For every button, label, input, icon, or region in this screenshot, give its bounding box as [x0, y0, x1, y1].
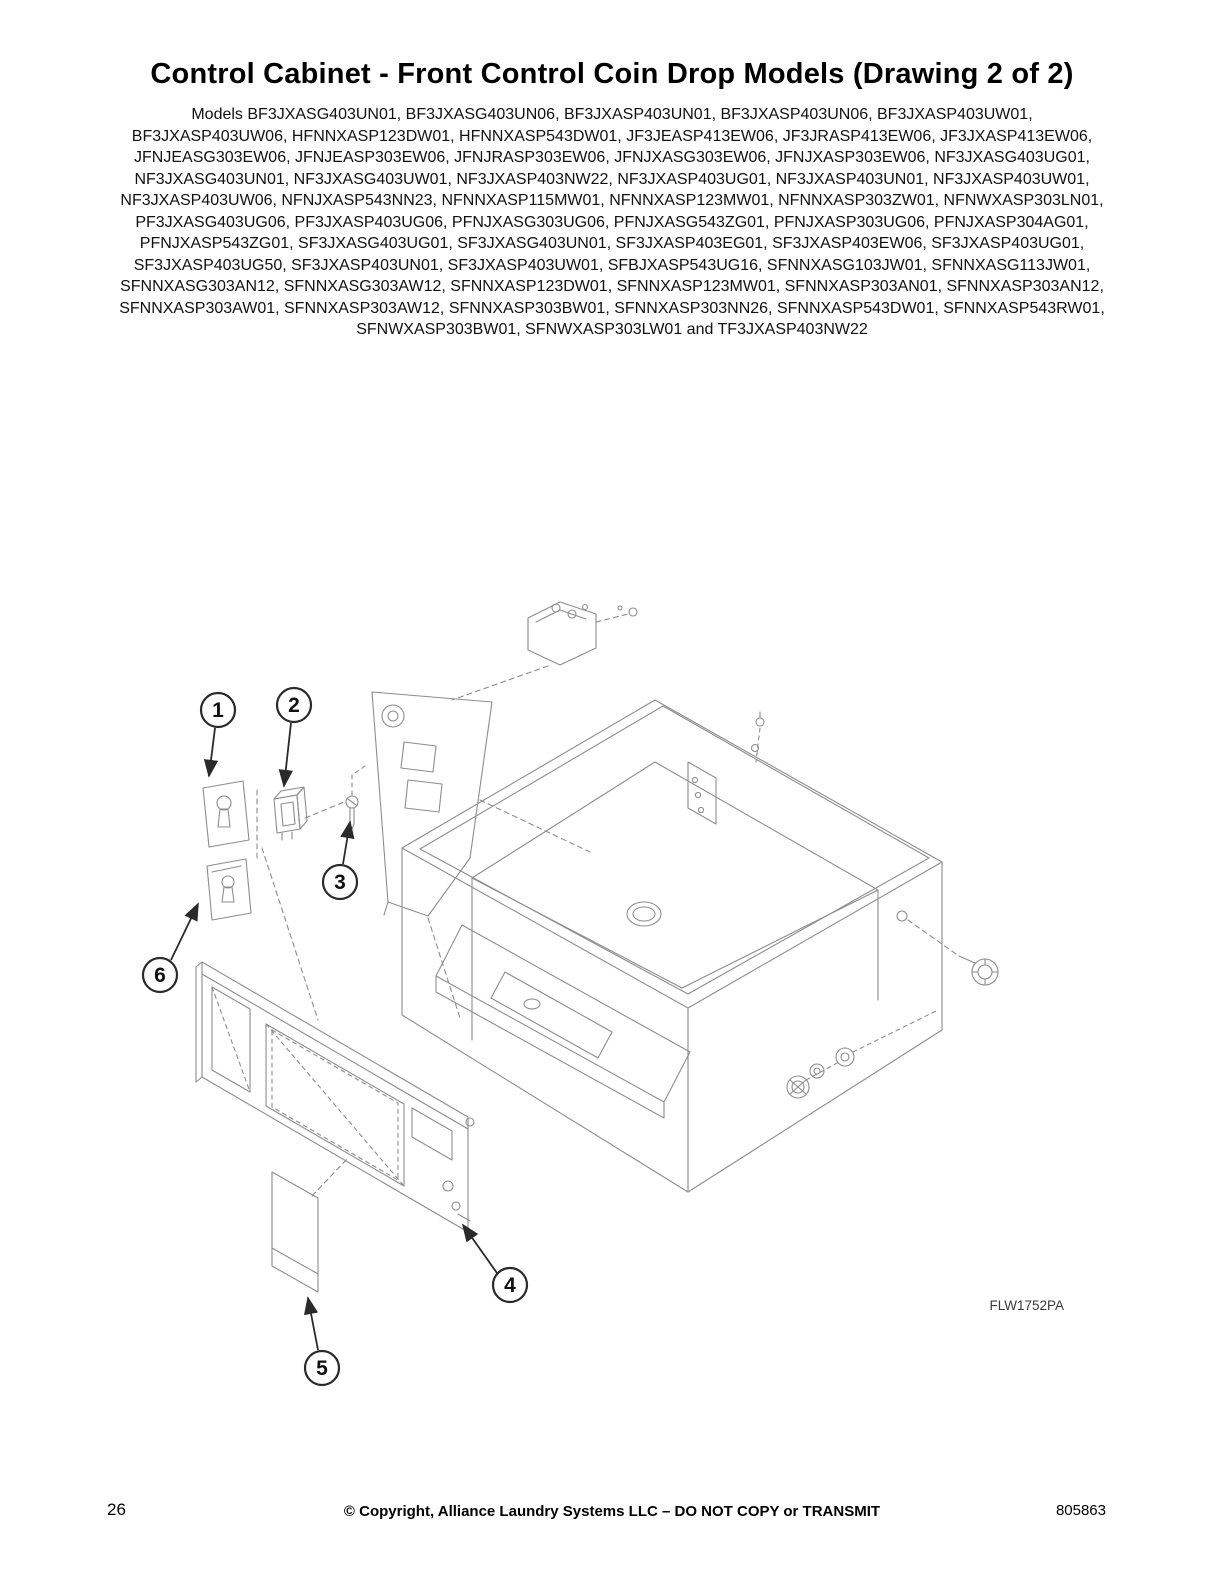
part-fasteners [787, 1010, 938, 1098]
part-keyhole-plate-1 [203, 781, 249, 847]
figure-code: FLW1752PA [989, 1298, 1064, 1313]
part-lock-cylinder [908, 920, 998, 985]
callout-6-arrow [171, 904, 198, 960]
callout-1-arrow [209, 728, 215, 776]
part-screw [346, 764, 368, 829]
exploded-diagram [0, 560, 1224, 1460]
callout-3-arrow [343, 822, 350, 864]
part-front-panel [196, 962, 474, 1232]
callout-5-arrow [308, 1298, 318, 1350]
callout-4-arrow [463, 1225, 497, 1273]
footer-copyright: © Copyright, Alliance Laundry Systems LLC – DO NOT COPY or TRANSMIT [343, 1503, 881, 1520]
part-keyhole-plate-6 [207, 859, 251, 920]
callout-2-label: 2 [288, 694, 300, 717]
callout-6-label: 6 [154, 964, 166, 987]
alignment-dashes [257, 790, 344, 1020]
part-rear-panel [372, 692, 590, 1018]
callouts [143, 688, 527, 1385]
part-switch [274, 787, 307, 840]
callout-2-arrow [284, 723, 291, 786]
footer-document-number: 805863 [1055, 1502, 1106, 1519]
callout-1-label: 1 [212, 699, 224, 722]
part-overlay-card [272, 1158, 348, 1292]
models-list: Models BF3JXASG403UN01, BF3JXASG403UN06, BF3JXASP403UN01, BF3JXASP403UN06, BF3JXASP403UW01, BF3JXASP403UW06, HFNNXASP123DW01, HFNNXASP543DW01, JF3JEASP413EW06, JF3JRASP413EW06, JF3JXASP413EW06, JFNJEASG303EW06, JFNJEASP303EW06, JFNJRASP303EW06, JFNJXASG303EW06, JFNJXASP303EW06, NF3JXASG403UG01, NF3JXASG403UN01, NF3JXASG403UW01, NF3JXASP403NW22, NF3JXASP403UG01, NF3JXASP403UN01, NF3JXASP403UW01, NF3JXASP403UW06, NFNJXASP543NN23, NFNNXASP115MW01, NFNNXASP123MW01, NFNNXASP303ZW01, NFNWXASP303LN01, PF3JXASG403UG06, PF3JXASP403UG06, PFNJXASG303UG06, PFNJXASG543ZG01, PFNJXASP303UG06, PFNJXASP304AG01, PFNJXASP543ZG01, SF3JXASG403UG01, SF3JXASG403UN01, SF3JXASP403EG01, SF3JXASP403EW06, SF3JXASP403UG01, SF3JXASP403UG50, SF3JXASP403UN01, SF3JXASP403UW01, SFBJXASP543UG16, SFNNXASG103JW01, SFNNXASG113JW01, SFNNXASG303AN12, SFNNXASG303AW12, SFNNXASP123DW01, SFNNXASP123MW01, SFNNXASP303AN01, SFNNXASP303AN12, SFNNXASP303AW01, SFNNXASP303AW12, SFNNXASP303BW01, SFNNXASP303NN26, SFNNXASP543DW01, SFNNXASP543RW01, SFNWXASP303BW01, SFNWXASP303LW01 and TF3JXASP403NW22 [119, 106, 1105, 338]
footer-page-number: 26 [107, 1500, 126, 1519]
callout-5-label: 5 [316, 1357, 328, 1380]
part-cabinet [402, 700, 942, 1192]
callout-3-label: 3 [334, 871, 346, 894]
part-top-bracket [452, 602, 637, 700]
callout-4-label: 4 [504, 1274, 516, 1297]
page-title: Control Cabinet - Front Control Coin Drop Models (Drawing 2 of 2) [150, 58, 1074, 90]
